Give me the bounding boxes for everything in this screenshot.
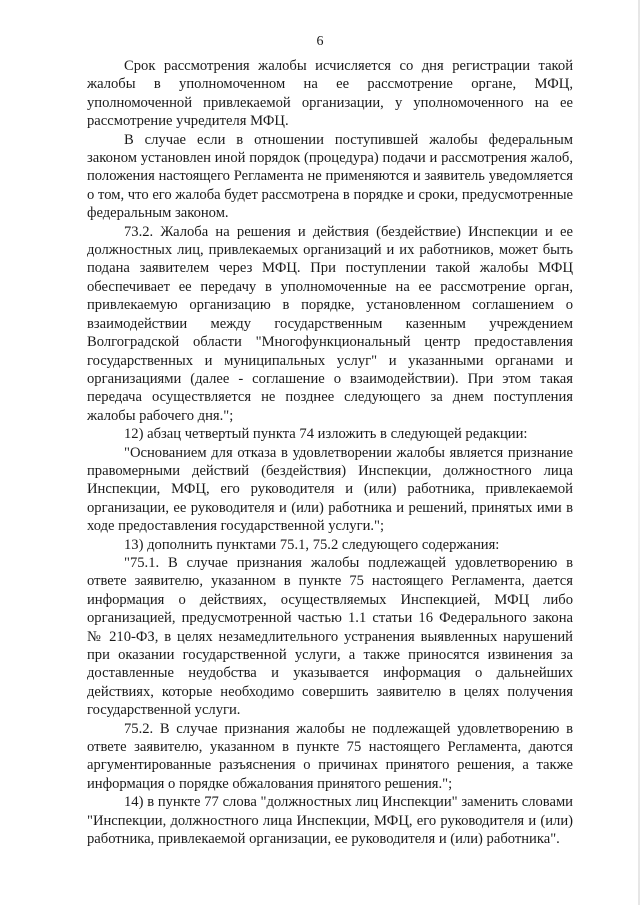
paragraph-item-14: 14) в пункте 77 слова "должностных лиц Инспекции" заменить словами "Инспекции, должностного лица Инспекции, МФЦ, его руководителя и (или) работника, привлекаемой организации, ее руководителя и (или) работника". [87, 794, 573, 848]
paragraph-75-2: 75.2. В случае признания жалобы не подлежащей удовлетворению в ответе заявителю, указанном в пункте 75 настоящего Регламента, даются аргументированные разъяснения о причинах принятого решения, а также информация о порядке обжалования принятого решения."; [87, 720, 573, 792]
paragraph-complaint-period: Срок рассмотрения жалобы исчисляется со дня регистрации такой жалобы в уполномоченном на ее рассмотрение органе, МФЦ, уполномоченной привлекаемой организации, у уполномоченного на ее рассмотрение учредителя МФЦ. [87, 58, 573, 130]
page-number: 6 [316, 34, 324, 49]
paragraph-refusal-grounds: "Основанием для отказа в удовлетворении жалобы является признание правомерными действий (бездействия) Инспекции, должностного лица Инспекции, МФЦ, его руководителя и (или) работника, привлекаемой организации, ее руководителя и (или) работника и решений, принятых ими в ходе предоставления государственной услуги."; [87, 444, 573, 535]
document-body [87, 57, 573, 848]
paragraph-federal-law-exception: В случае если в отношении поступившей жалобы федеральным законом установлен иной порядок (процедура) подачи и рассмотрения жалоб, положения настоящего Регламента не применяются и заявитель уведомляется о том, что его жалоба будет рассмотрена в порядке и сроки, предусмотренные федеральным законом. [87, 131, 573, 222]
paragraph-73-2: 73.2. Жалоба на решения и действия (бездействие) Инспекции и ее должностных лиц, привлекаемых организаций и их работников, может быть подана заявителем через МФЦ. При поступлении такой жалобы МФЦ обеспечивает ее передачу в уполномоченные на ее рассмотрение орган, привлекаемую организацию в порядке, установленном соглашением о взаимодействии между государственным казенным учреждением Волгоградской области "Многофункциональный центр предоставления государственных и муниципальных услуг" и указанными органами и организациями (далее - соглашение о взаимодействии). При этом такая передача осуществляется не позднее следующего за днем поступления жалобы рабочего дня."; [87, 223, 573, 424]
paragraph-item-12: 12) абзац четвертый пункта 74 изложить в следующей редакции: [124, 426, 528, 443]
paragraph-75-1: "75.1. В случае признания жалобы подлежащей удовлетворению в ответе заявителю, указанном в пункте 75 настоящего Регламента, дается информация о действиях, осуществляемых Инспекцией, МФЦ либо организацией, предусмотренной частью 1.1 статьи 16 Федерального закона № 210-ФЗ, в целях незамедлительного устранения выявленных нарушений при оказании государственной услуги, а также приносятся извинения за доставленные неудобства и указывается информация о дальнейших действиях, которые необходимо совершить заявителю в целях получения государственной услуги. [87, 554, 573, 719]
paragraph-item-13: 13) дополнить пунктами 75.1, 75.2 следующего содержания: [124, 536, 500, 553]
